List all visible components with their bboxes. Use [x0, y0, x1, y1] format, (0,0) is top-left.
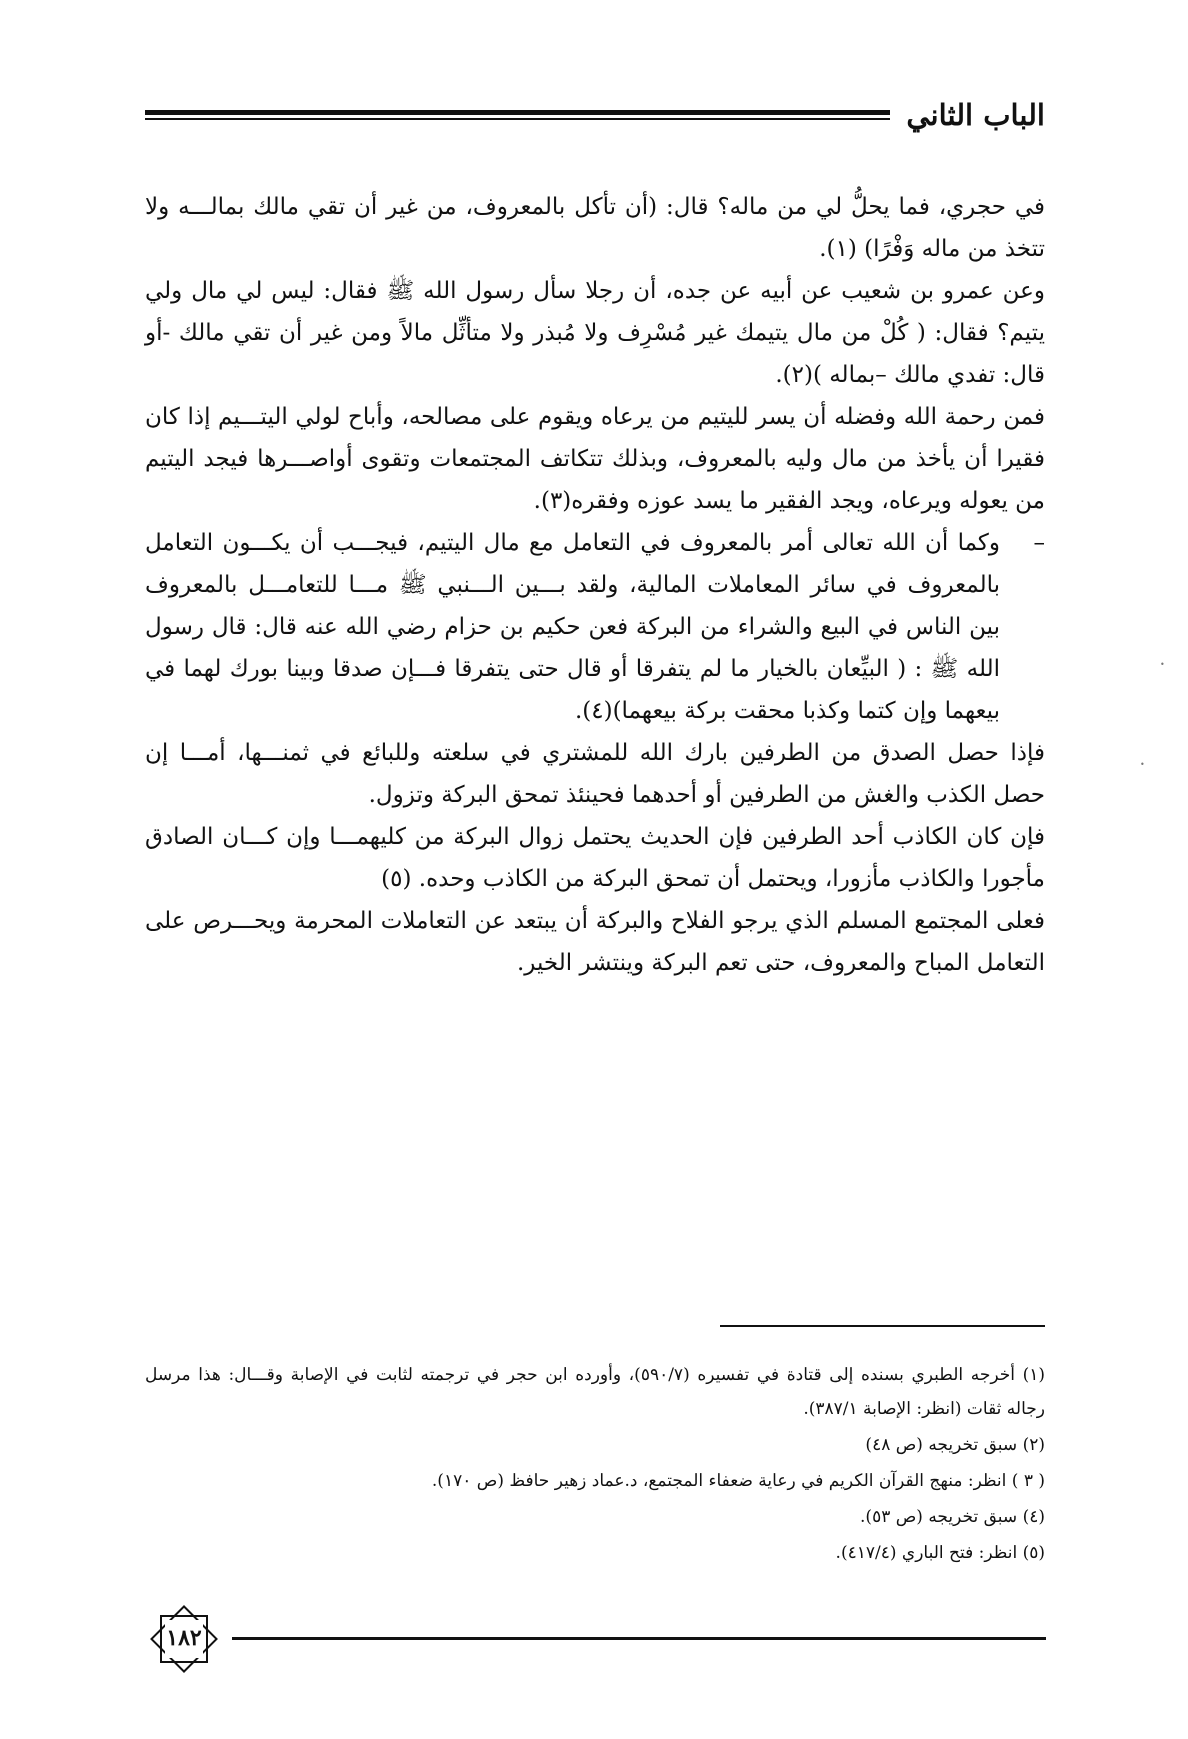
footnote: (١) أخرجه الطبري بسنده إلى قتادة في تفسيره (٥٩٠/٧)، وأورده ابن حجر في ترجمته لثابت في الإصابة وقـــال: هذا مرسل رجاله ثقات (انظر: الإصابة ٣٨٧/١). — [145, 1365, 1045, 1419]
paragraph: فإن كان الكاذب أحد الطرفين فإن الحديث يحتمل زوال البركة من كليهمـــا وإن كـــان الصادق مأجورا والكاذب مأزورا، ويحتمل أن تمحق البركة من الكاذب وحده. (٥) — [145, 824, 1045, 892]
main-text — [145, 186, 1045, 984]
footnote: ( ٣ ) انظر: منهج القرآن الكريم في رعاية ضعفاء المجتمع، د.عماد زهير حافظ (ص ١٧٠). — [431, 1471, 1045, 1491]
footnote: (٤) سبق تخريجه (ص ٥٣). — [860, 1507, 1045, 1527]
header-rule-thin — [145, 118, 890, 120]
page-number: ١٨٢ — [166, 1625, 202, 1651]
chapter-title: الباب الثاني — [906, 98, 1045, 132]
bullet-paragraph — [145, 522, 1045, 732]
footnote: (٢) سبق تخريجه (ص ٤٨) — [865, 1435, 1045, 1455]
paragraph: فعلى المجتمع المسلم الذي يرجو الفلاح والبركة أن يبتعد عن التعاملات المحرمة ويحـــرص على التعامل المباح والمعروف، حتى تعم البركة وينتشر الخير. — [145, 908, 1045, 976]
paragraph: فإذا حصل الصدق من الطرفين بارك الله للمشتري في سلعته وللبائع في ثمنـــها، أمـــا إن حصل الكذب والغش من الطرفين أو أحدهما فحينئذ تمحق البركة وتزول. — [145, 740, 1045, 808]
footer-rule — [232, 1637, 1046, 1640]
bullet-dash: – — [1033, 530, 1045, 556]
page-number-badge — [145, 1603, 223, 1675]
page-header — [145, 86, 1045, 146]
paragraph: وعن عمرو بن شعيب عن أبيه عن جده، أن رجلا سأل رسول الله ﷺ فقال: ليس لي مال ولي يتيم؟ فقال: ( كُلْ من مال يتيمك غير مُسْرِف ولا مُبذر ولا متأثِّل مالاً ومن غير أن تقي مالك -أو قال: تفدي مالك –بماله )(٢). — [145, 278, 1045, 388]
paragraph: في حجري، فما يحلُّ لي من ماله؟ قال: (أن تأكل بالمعروف، من غير أن تقي مالك بمالـــه ولا تتخذ من ماله وَفْرًا) (١). — [145, 194, 1045, 262]
footnote-separator — [720, 1325, 1045, 1327]
header-rule-thick — [145, 110, 890, 115]
bullet-paragraph-text: وكما أن الله تعالى أمر بالمعروف في التعامل مع مال اليتيم، فيجـــب أن يكـــون التعامل بالمعروف في سائر المعاملات المالية، ولقد بـــين الـــنبي ﷺ مـــا للتعامـــل بالمعروف بين الناس في البيع والشراء من البركة فعن حكيم بن حزام رضي الله عنه قال: قال رسول الله ﷺ : ( البيِّعان بالخيار ما لم يتفرقا أو قال حتى يتفرقا فـــإن صدقا وبينا بورك لهما في بيعهما وإن كتما وكذبا محقت بركة بيعهما)(٤). — [145, 530, 1000, 724]
footnote: (٥) انظر: فتح الباري (٤١٧/٤). — [835, 1543, 1045, 1563]
footnotes — [145, 1358, 1045, 1572]
scan-speck: • — [1140, 760, 1145, 769]
paragraph: فمن رحمة الله وفضله أن يسر لليتيم من يرعاه ويقوم على مصالحه، وأباح لولي اليتـــيم إذا كان فقيرا أن يأخذ من مال وليه بالمعروف، وبذلك تتكاتف المجتمعات وتقوى أواصـــرها فيجد اليتيم من يعوله ويرعاه، ويجد الفقير ما يسد عوزه وفقره(٣). — [145, 404, 1045, 514]
scan-speck: • — [1160, 660, 1165, 669]
